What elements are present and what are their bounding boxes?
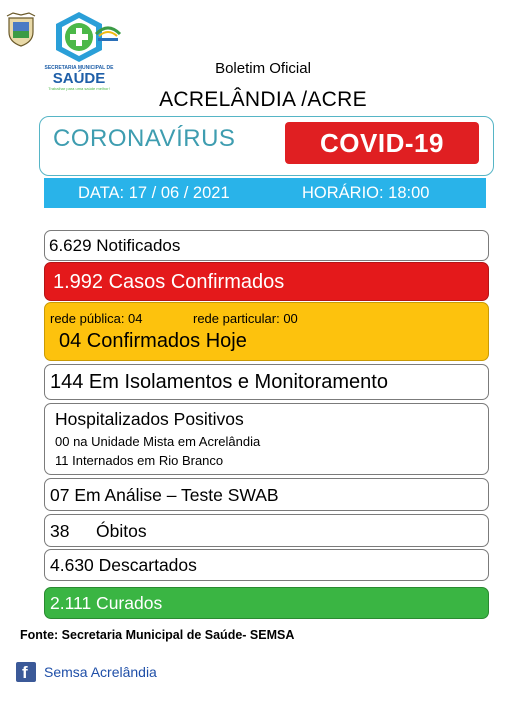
confirmados-text: 1.992 Casos Confirmados <box>53 271 285 293</box>
obitos-label: Óbitos <box>96 521 147 541</box>
facebook-icon[interactable]: f <box>16 662 36 682</box>
descartados-row <box>44 549 489 581</box>
notificados-text: 6.629 Notificados <box>49 236 181 255</box>
source-note: Fonte: Secretaria Municipal de Saúde- SEMSA <box>20 628 295 642</box>
municipal-crest-icon <box>5 12 37 48</box>
bulletin-title: Boletim Oficial <box>215 60 311 77</box>
obitos-number: 38 <box>50 521 70 541</box>
curados-row <box>44 587 489 619</box>
date-label: DATA: 17 / 06 / 2021 <box>78 184 230 202</box>
prefeitura-logo-icon <box>94 20 122 44</box>
logo-line1: SECRETARIA MUNICIPAL DE <box>44 65 114 71</box>
rede-particular-text: rede particular: 00 <box>193 311 298 326</box>
coronavirus-label: CORONAVÍRUS <box>53 125 236 152</box>
logo-word: SAÚDE <box>52 70 106 87</box>
confirmados-hoje-text: 04 Confirmados Hoje <box>59 330 247 352</box>
notificados-row <box>44 230 489 261</box>
city-title: ACRELÂNDIA /ACRE <box>159 88 367 111</box>
hospitalizados-row <box>44 403 489 475</box>
analise-text: 07 Em Análise – Teste SWAB <box>50 485 279 505</box>
curados-text: 2.111 Curados <box>50 593 163 613</box>
logo-tagline: Trabalhar para uma saúde melhor! <box>48 86 110 91</box>
descartados-text: 4.630 Descartados <box>50 555 197 575</box>
isolamento-row <box>44 364 489 400</box>
time-label: HORÁRIO: 18:00 <box>302 184 430 202</box>
analise-row <box>44 478 489 511</box>
obitos-row <box>44 514 489 547</box>
covid-badge: COVID-19 <box>285 122 479 164</box>
facebook-page-link[interactable]: Semsa Acrelândia <box>44 664 157 680</box>
hosp-rio-branco: 11 Internados em Rio Branco <box>55 453 224 468</box>
rede-publica-text: rede pública: 04 <box>50 311 143 326</box>
isolamento-text: 144 Em Isolamentos e Monitoramento <box>50 371 388 393</box>
date-bar <box>44 178 486 208</box>
confirmados-row <box>44 262 489 301</box>
hospitalizados-title: Hospitalizados Positivos <box>55 409 244 429</box>
hosp-unidade-mista: 00 na Unidade Mista em Acrelândia <box>55 434 261 449</box>
confirmados-hoje-row <box>44 302 489 361</box>
